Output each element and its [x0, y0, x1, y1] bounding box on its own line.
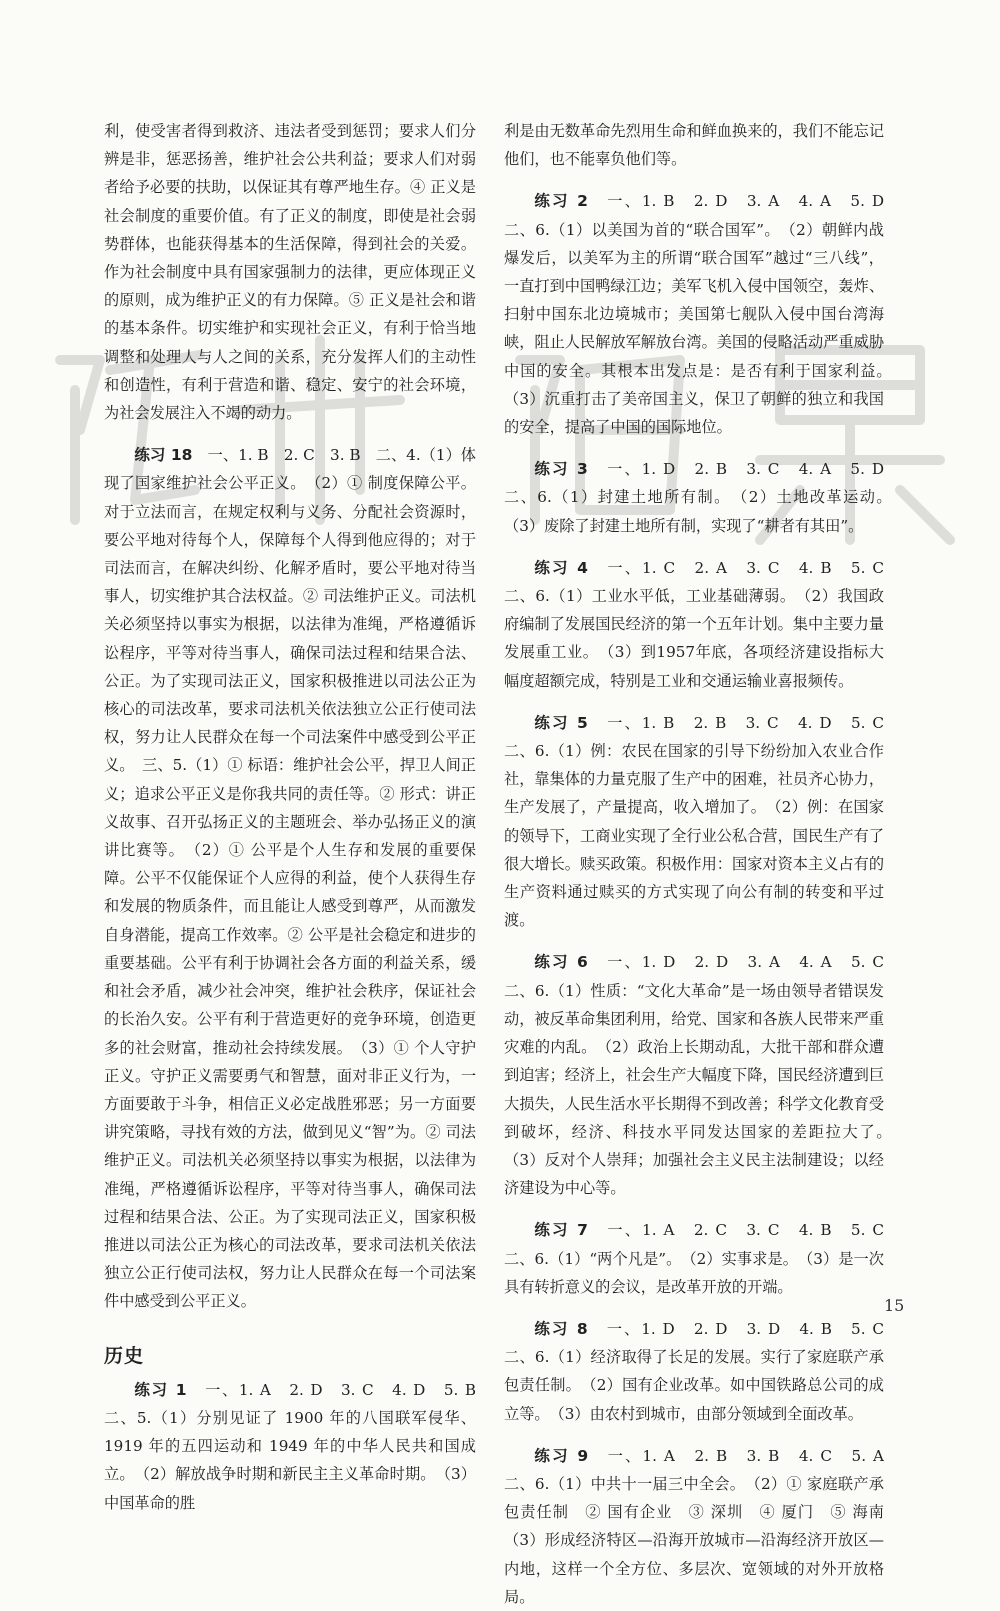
exercise-4-block: [504, 554, 900, 695]
left-paragraph-continued: 利，使受害者得到救济、违法者受到惩罚；要求人们分辨是非，惩恶扬善，维护社会公共利益；要求人们对弱者给予必要的扶助，以保证其有尊严地生存。④ 正义是社会制度的重要价值。有了正义的制度，即使是社会弱势群体，也能获得基本的生活保障，得到社会的关爱。作为社会制度中具有国家强制力的法律，更应体现正义的原则，成为维护正义的有力保障。⑤ 正义是社会和谐的基本条件。切实维护和实现社会正义，有利于恰当地调整和处理人与人之间的关系，充分发挥人们的主动性和创造性，有利于营造和谐、稳定、安宁的社会环境，为社会发展注入不竭的动力。: [104, 122, 476, 423]
exercise-18-label: 练习 18: [134, 446, 193, 465]
exercise-6-answers: 一、1. D 2. D 3. A 4. A 5. C 二、6.（1）性质：“文化大革命”是一场由领导者错误发动，被反革命集团利用，给党、国家和各族人民带来严重灾难的内乱。 （2）政治上长期动乱，大批干部和群众遭到迫害；经济上，社会生产大幅度下降，国民经济遭到巨大损失，人民生活水平长期得不到改善；科学文化教育受到破坏，经济、科技水平同发达国家的差距拉大了。 （3）反对个人崇拜；加强社会主义民主法制建设；以经济建设为中心等。: [504, 953, 900, 1198]
exercise-18-answers: 一、1. B 2. C 3. B 二、4.（1）体现了国家维护社会公平正义。 （2）① 制度保障公平。对于立法而言，在规定权利与义务、分配社会资源时，要公平地对待每个人，保障每个人得到他应得的；对于司法而言，在解决纠纷、化解矛盾时，要公平地对待当事人，切实维护其合法权益。② 司法维护正义。司法机关必须坚持以事实为根据，以法律为准绳，严格遵循诉讼程序，平等对待当事人，确保司法过程和结果合法、公正。为了实现司法正义，国家积极推进以司法公正为核心的司法改革，要求司法机关依法独立公正行使司法权，努力让人民群众在每一个司法案件中感受到公平正义。 三、5.（1）① 标语：维护社会公平，捍卫人间正义；追求公平正义是你我共同的责任等。② 形式：讲正义故事、召开弘扬正义的主题班会、举办弘扬正义的演讲比赛等。 （2）① 公平是个人生存和发展的重要保障。公平不仅能保证个人应得的利益，使个人获得生存和发展的物质条件，而且能让人感受到尊严，从而激发自身潜能，提高工作效率。② 公平是社会稳定和进步的重要基础。公平有利于协调社会各方面的利益关系，缓和社会矛盾，减少社会冲突，维护社会秩序，保证社会的长治久安。公平有利于营造更好的竞争环境，创造更多的社会财富，推动社会持续发展。 （3）① 个人守护正义。守护正义需要勇气和智慧，面对非正义行为，一方面要敢于斗争，相信正义必定战胜邪恶；另一方面要讲究策略，寻找有效的方法，做到见义“智”为。② 司法维护正义。司法机关必须坚持以事实为根据，以法律为准绳，严格遵循诉讼程序，平等对待当事人，确保司法过程和结果合法、公正。为了实现司法正义，国家积极推进以司法公正为核心的司法改革，要求司法机关依法独立公正行使司法权，努力让人民群众在每一个司法案件中感受到公平正义。: [104, 446, 476, 1311]
exercise-7-block: [504, 1216, 900, 1301]
exercise-9-block: [504, 1442, 900, 1611]
exercise-5-block: [504, 709, 900, 935]
exercise-2-block: [504, 187, 900, 441]
exercise-4-answers: 一、1. C 2. A 3. C 4. B 5. C 二、6.（1）工业水平低，工业基础薄弱。 （2）我国政府编制了发展国民经济的第一个五年计划。集中主要力量发展重工业。 （3）到1957年底，各项经济建设指标大幅度超额完成，特别是工业和交通运输业喜报频传。: [504, 558, 900, 690]
exercise-1-answers: 一、1. A 2. D 3. C 4. D 5. B 二、5.（1）分别见证了 1900 年的八国联军侵华、1919 年的五四运动和 1949 年的中华人民共和国成立。 （2）解放战争时期和新民主主义革命时期。 （3）中国革命的胜: [104, 1380, 492, 1512]
exercise-8-label: 练习 8: [534, 1319, 588, 1338]
exercise-9-answers: 一、1. A 2. B 3. B 4. C 5. A 二、6.（1）中共十一届三中全会。 （2）① 家庭联产承包责任制 ② 国有企业 ③ 深圳 ④ 厦门 ⑤ 海南 （3）形成经济特区—沿海开放城市—沿海经济开放区—内地，这样一个全方位、多层次、宽领域的对外开放格局。: [504, 1446, 900, 1606]
exercise-6-block: [504, 948, 900, 1202]
exercise-7-answers: 一、1. A 2. C 3. C 4. B 5. C 二、6.（1）“两个凡是”。 （2）实事求是。 （3）是一次具有转折意义的会议，是改革开放的开端。: [504, 1221, 900, 1296]
exercise-6-label: 练习 6: [534, 953, 588, 972]
exercise-2-answers: 一、1. B 2. D 3. A 4. A 5. D 二、6.（1）以美国为首的“联合国军”。 （2）朝鲜内战爆发后，以美军为主的所谓“联合国军”越过“三八线”，一直打到中国鸭绿江边；美军飞机入侵中国领空，轰炸、扫射中国东北边境城市；美国第七舰队入侵中国台湾海峡，阻止人民解放军解放台湾。美国的侵略活动严重威胁中国的安全。其根本出发点是：是否有利于国家利益。 （3）沉重打击了美帝国主义，保卫了朝鲜的独立和我国的安全，提高了中国的国际地位。: [504, 192, 900, 437]
exercise-2-label: 练习 2: [534, 192, 588, 211]
exercise-3-label: 练习 3: [534, 460, 588, 479]
exercise-8-block: [504, 1315, 900, 1428]
left-column: [104, 117, 492, 1517]
exercise-4-label: 练习 4: [534, 558, 588, 577]
page-number: 15: [884, 1296, 905, 1315]
exercise-9-label: 练习 9: [534, 1446, 589, 1465]
exercise-3-answers: 一、1. D 2. B 3. C 4. A 5. D 二、6.（1）封建土地所有制。 （2）土地改革运动。 （3）废除了封建土地所有制，实现了“耕者有其田”。: [504, 460, 900, 535]
exercise-1-label: 练习 1: [134, 1380, 187, 1399]
exercise-7-label: 练习 7: [534, 1221, 588, 1240]
exercise-5-answers: 一、1. B 2. B 3. C 4. D 5. C 二、6.（1）例：农民在国家的引导下纷纷加入农业合作社，靠集体的力量克服了生产中的困难，社员齐心协力，生产发展了，产量提高，收入增加了。 （2）例：在国家的领导下，工商业实现了全行业公私合营，国民生产有了很大增长。赎买政策。积极作用：国家对资本主义占有的生产资料通过赎买的方式实现了向公有制的转变和平过渡。: [504, 713, 900, 930]
exercise-5-label: 练习 5: [534, 713, 588, 732]
exercise-1-block: [104, 1376, 492, 1517]
section-title-history: 历史: [104, 1344, 145, 1367]
exercise-8-answers: 一、1. D 2. D 3. D 4. B 5. C 二、6.（1）经济取得了长足的发展。实行了家庭联产承包责任制。 （2）国有企业改革。如中国铁路总公司的成立等。 （3）由农村到城市，由部分领域到全面改革。: [504, 1319, 900, 1423]
exercise-3-block: [504, 455, 900, 540]
right-paragraph-continued: 利是由无数革命先烈用生命和鲜血换来的，我们不能忘记他们，也不能辜负他们等。: [504, 122, 884, 169]
exercise-18-block: [104, 441, 476, 1315]
